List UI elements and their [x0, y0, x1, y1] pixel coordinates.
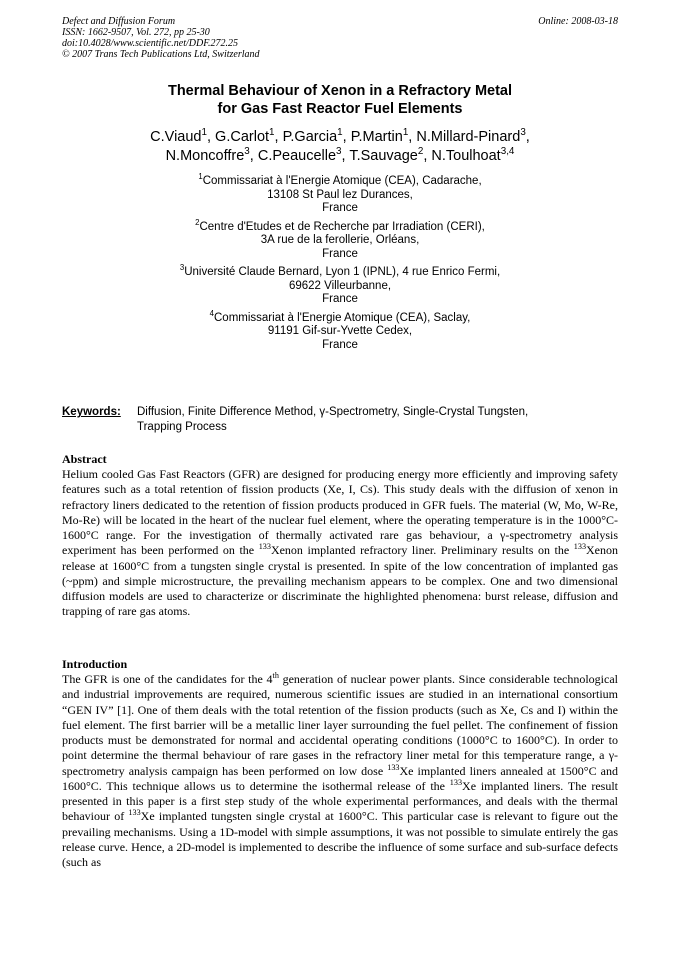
affiliation: $^2$Centre d'Etudes et de Recherche par Irradiation (CERI), 3A rue de la ferollerie, Orléans, France — [195, 217, 485, 260]
keywords-label: Keywords: — [62, 406, 121, 418]
affiliation: $^4$Commissariat à l'Energie Atomique (CEA), Saclay, 91191 Gif-sur-Yvette Cedex, France — [209, 308, 471, 351]
journal-header — [62, 16, 618, 60]
copyright-line: © 2007 Trans Tech Publications Ltd, Switzerland — [62, 49, 260, 60]
abstract-paragraph: Helium cooled Gas Fast Reactors (GFR) are designed for producing energy more efficiently and improving safety features such as a total retention of fission products (Xe, I, Cs). This study deals with the diffusion of xenon in refractory liners dedicated to the retention of fission products produced in GFR fuels. The material (W, Mo, W-Re, Mo-Re) will be located in the heart of the nuclear fuel element, where the operating temperature is in the 1000°C- 1600°C range. For the investigation of thermally activated rare gas behaviour, a γ-spectrometry analysis experiment has been performed on the $^{133}$Xenon implanted refractory liner. Preliminary results on the $^{133}$Xenon release at 1600°C from a tungsten single crystal is presented. In spite of the low concentration of implanted gas (~ppm) and simple microstructure, the prevailing mechanism appears to be complex. One and two dimensional diffusion models are used to characterize or discriminate the highlighted phenomena: burst release, diffusion and trapping of rare gas atoms. — [62, 467, 619, 619]
issn-line: ISSN: 1662-9507, Vol. 272, pp 25-30 — [62, 27, 210, 38]
author: T.Sauvage$^2$, — [349, 146, 432, 164]
affiliation: $^3$Université Claude Bernard, Lyon 1 (IPNL), 4 rue Enrico Fermi, 69622 Villeurbanne, France — [179, 263, 501, 305]
doi-line: doi:10.4028/www.scientific.net/DDF.272.25 — [62, 38, 239, 49]
affiliation: $^1$Commissariat à l'Energie Atomique (CEA), Cadarache, 13108 St Paul lez Durances, France — [198, 172, 482, 214]
author: C.Viaud$^1$, — [150, 127, 216, 145]
author: G.Carlot$^1$, — [215, 127, 283, 145]
keywords-text: Diffusion, Finite Difference Method, γ-Spectrometry, Single-Crystal Tungsten, Trapping Process — [137, 406, 529, 433]
abstract-heading: Abstract — [62, 452, 107, 466]
introduction-heading: Introduction — [62, 657, 128, 671]
paper-title — [62, 82, 618, 118]
author: P.Martin$^1$, — [350, 127, 417, 145]
author: N.Millard-Pinard$^3$, — [416, 127, 530, 145]
author: N.Toulhoat$^{3,4}$ — [431, 146, 515, 164]
author-list — [62, 128, 618, 166]
author: N.Moncoffre$^3$, — [165, 146, 258, 164]
affiliation-list — [62, 172, 618, 357]
title-line-2: for Gas Fast Reactor Fuel Elements — [217, 101, 463, 117]
author: C.Peaucelle$^3$, — [257, 146, 350, 164]
online-date: Online: 2008-03-18 — [538, 16, 618, 27]
author: P.Garcia$^1$, — [282, 127, 351, 145]
title-line-1: Thermal Behaviour of Xenon in a Refractory Metal — [167, 83, 513, 99]
introduction-paragraph: The GFR is one of the candidates for the 4th generation of nuclear power plants. Since considerable technological and industrial improvements are required, numerous scientific issues are studied in an international consortium “GEN IV” [1]. One of them deals with the total retention of the fission products (such as Xe, Cs and I) within the fuel element. The first barrier will be a metallic liner layer surrounding the fuel pellet. The confinement of fission products must be demonstrated for normal and accidental operating conditions (1000°C to 1600°C). In order to point determine the thermal behaviour of rare gases in the refractory liner metal for this temperature range, a γ-spectrometry analysis campaign has been performed on low dose $^{133}$Xe implanted liners annealed at 1500°C and 1600°C. This technique allows us to determine the isothermal release of the $^{133}$Xe implanted liners. The result presented in this paper is a first step study of the whole experimental performances, and deals with the thermal behaviour of $^{133}$Xe implanted tungsten single crystal at 1600°C. This particular case is relevant to figure out the prevailing mechanisms. Using a 1D-model with simple assumptions, it was not possible to simulate entirely the gas release curve. Hence, a 2D-model is implemented to describe the influence of some surface and sub-surface defects (such as — [62, 671, 619, 869]
journal-name: Defect and Diffusion Forum — [62, 16, 176, 27]
